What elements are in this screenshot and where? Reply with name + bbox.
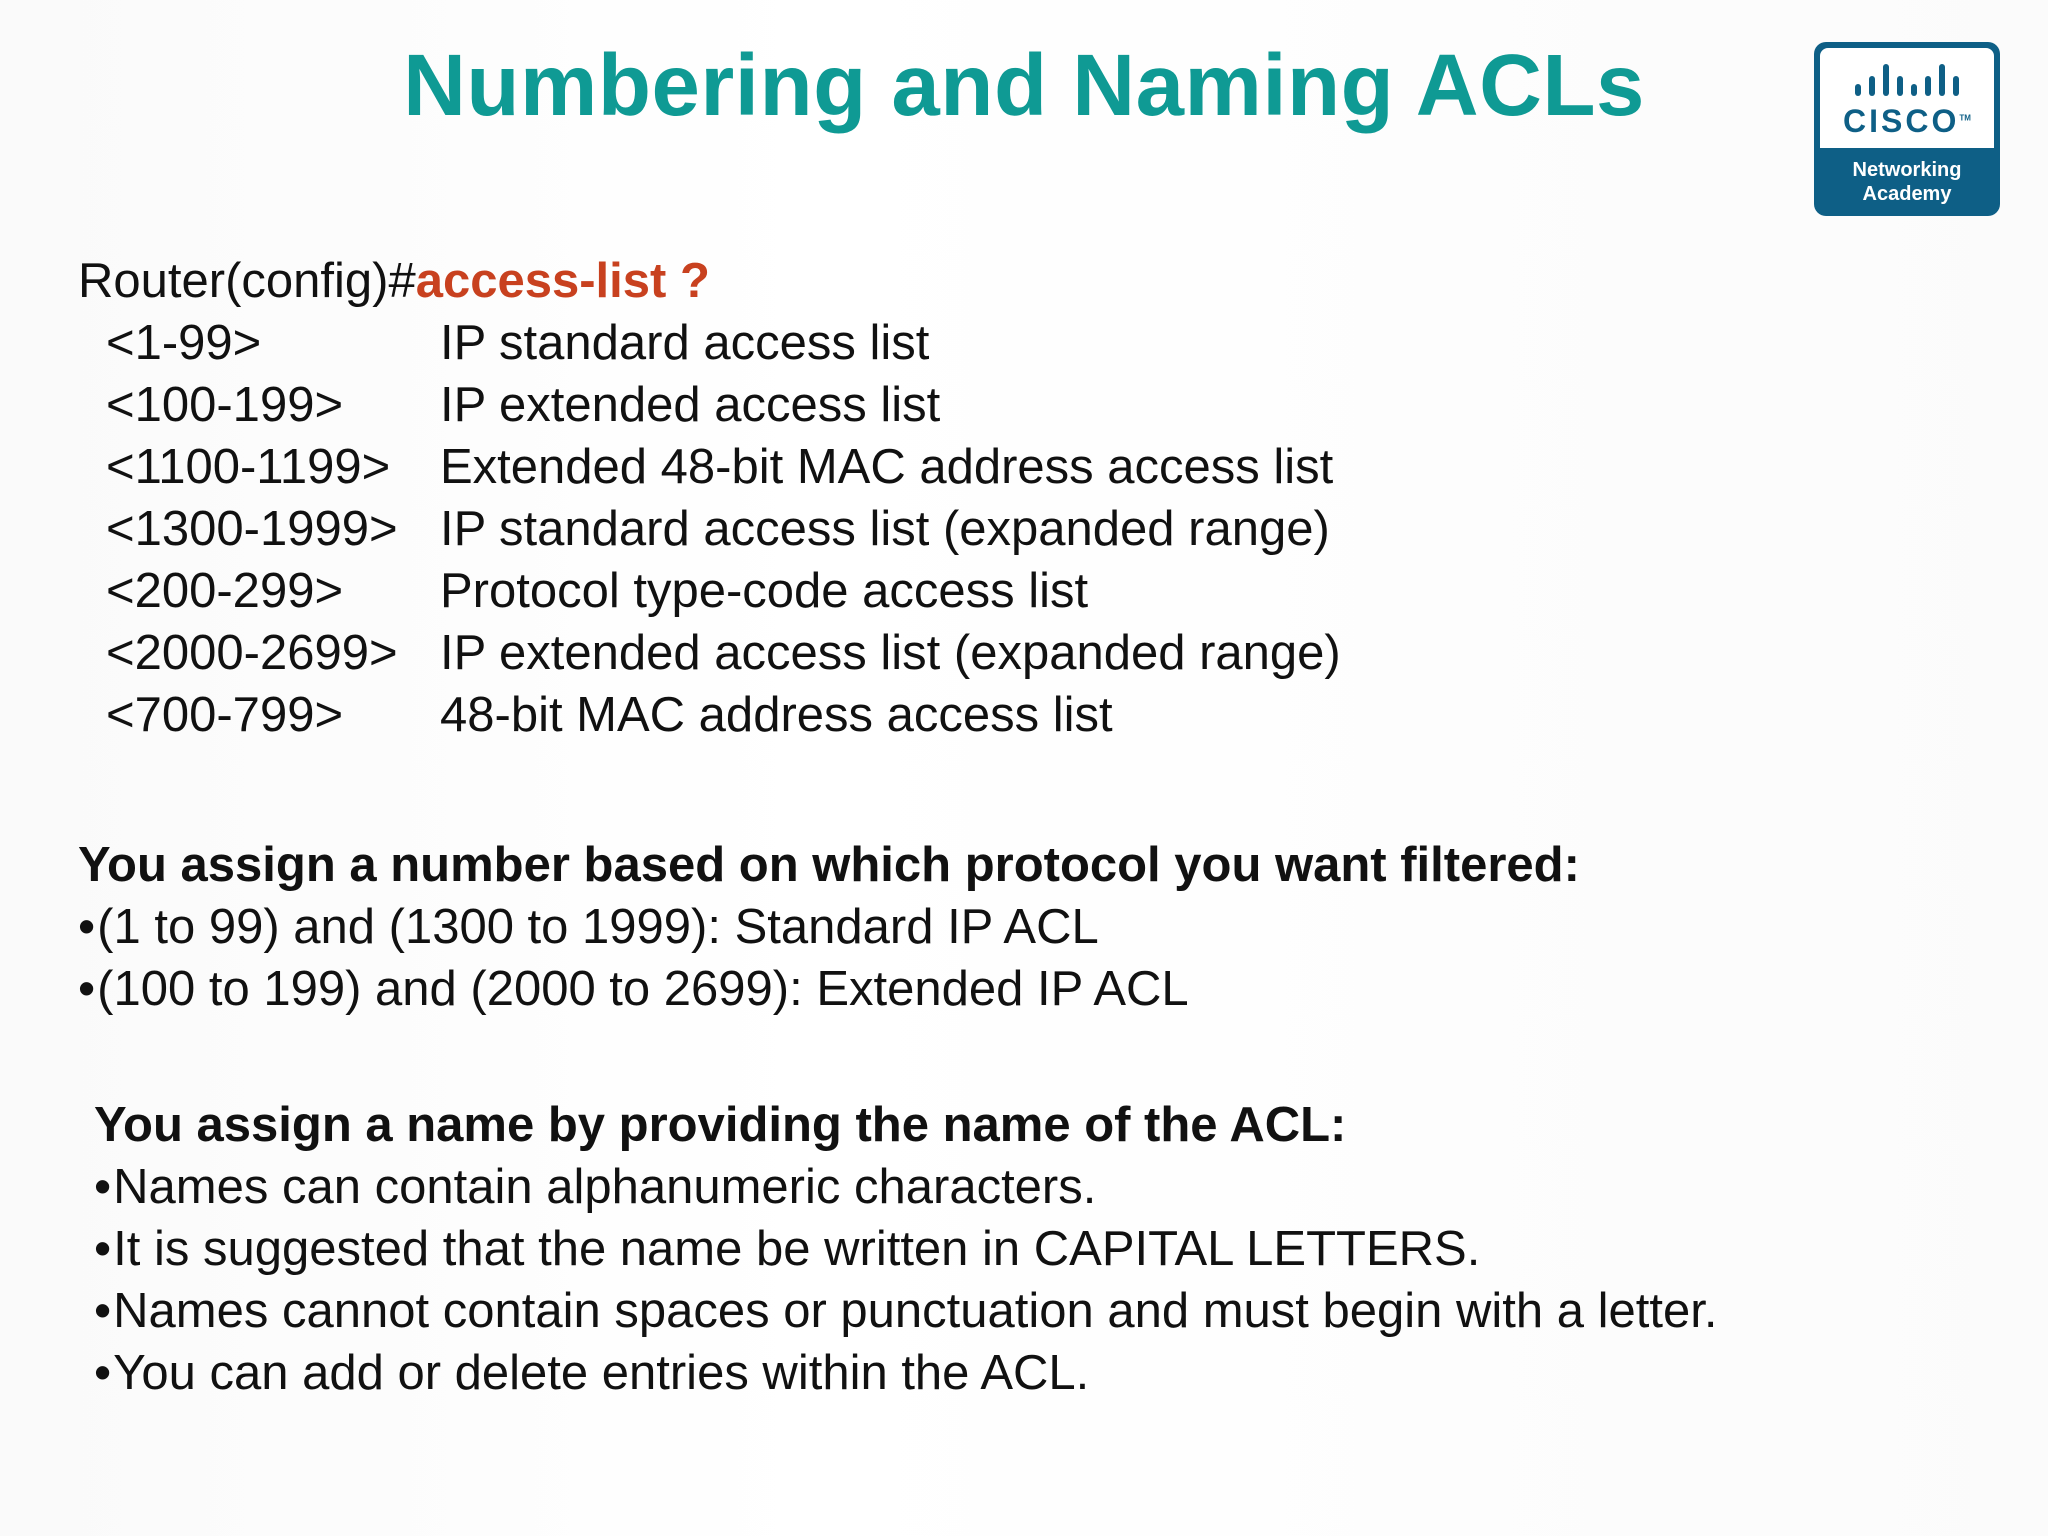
cli-description: IP standard access list (expanded range) <box>440 502 1330 556</box>
bullet-text: (1 to 99) and (1300 to 1999): Standard IP ACL <box>97 900 1099 954</box>
numbering-section <box>78 834 1580 1020</box>
bullet-text: Names cannot contain spaces or punctuation and must begin with a letter. <box>113 1284 1718 1338</box>
bullet-item <box>94 1156 1718 1218</box>
bullet-dot: • <box>94 1284 112 1338</box>
bullet-text: (100 to 199) and (2000 to 2699): Extended IP ACL <box>97 962 1189 1016</box>
bullet-dot: • <box>78 962 96 1016</box>
cisco-networking-academy-logo <box>1814 42 2000 216</box>
bullet-item <box>78 958 1580 1020</box>
cli-command: access-list ? <box>415 254 710 308</box>
cli-description: 48-bit MAC address access list <box>440 688 1113 742</box>
cli-description: Extended 48-bit MAC address access list <box>440 440 1334 494</box>
bullet-text: Names can contain alphanumeric characters. <box>113 1160 1097 1214</box>
bullet-text: It is suggested that the name be written in CAPITAL LETTERS. <box>113 1222 1481 1276</box>
bullet-text: You can add or delete entries within the ACL. <box>113 1346 1090 1400</box>
cli-description: IP extended access list <box>440 378 941 432</box>
logo-word: CISCO <box>1843 103 1960 139</box>
logo-line-academy: Academy <box>1862 183 1952 205</box>
cli-description: Protocol type-code access list <box>440 564 1089 618</box>
cli-row <box>78 560 1089 622</box>
cli-range: <1100-1199> <box>106 440 391 494</box>
cli-range: <700-799> <box>106 688 344 742</box>
bullet-item <box>94 1280 1718 1342</box>
cli-row <box>78 436 1334 498</box>
logo-line-networking: Networking <box>1852 159 1962 181</box>
cli-row <box>78 684 1113 746</box>
logo-trademark: TM <box>1959 113 1971 123</box>
bullet-dot: • <box>94 1222 112 1276</box>
numbering-heading: You assign a number based on which protocol you want filtered: <box>78 838 1580 892</box>
cli-row <box>78 312 930 374</box>
bullet-item <box>94 1218 1718 1280</box>
bullet-dot: • <box>94 1346 112 1400</box>
bullet-dot: • <box>78 900 96 954</box>
logo-caption <box>1820 148 1994 206</box>
bullet-dot: • <box>94 1160 112 1214</box>
naming-heading: You assign a name by providing the name of the ACL: <box>94 1098 1347 1152</box>
cisco-bars-icon <box>1820 62 1994 102</box>
bullet-item <box>78 896 1580 958</box>
cli-row <box>78 622 1341 684</box>
bullet-item <box>94 1342 1718 1404</box>
cli-range: <1300-1999> <box>106 502 398 556</box>
cli-description: IP extended access list (expanded range) <box>440 626 1341 680</box>
cli-prompt: Router(config)# <box>78 254 416 308</box>
cli-range: <1-99> <box>106 316 262 370</box>
cli-range: <100-199> <box>106 378 344 432</box>
cli-range: <2000-2699> <box>106 626 398 680</box>
cli-range: <200-299> <box>106 564 344 618</box>
naming-section <box>94 1094 1718 1404</box>
cli-description: IP standard access list <box>440 316 930 370</box>
logo-wordmark <box>1820 103 1994 140</box>
slide-title: Numbering and Naming ACLs <box>403 37 1645 134</box>
cli-row <box>78 374 941 436</box>
cli-output-block <box>78 250 1341 746</box>
cli-row <box>78 498 1330 560</box>
logo-top-panel <box>1820 48 1994 148</box>
cli-prompt-line <box>78 250 710 312</box>
